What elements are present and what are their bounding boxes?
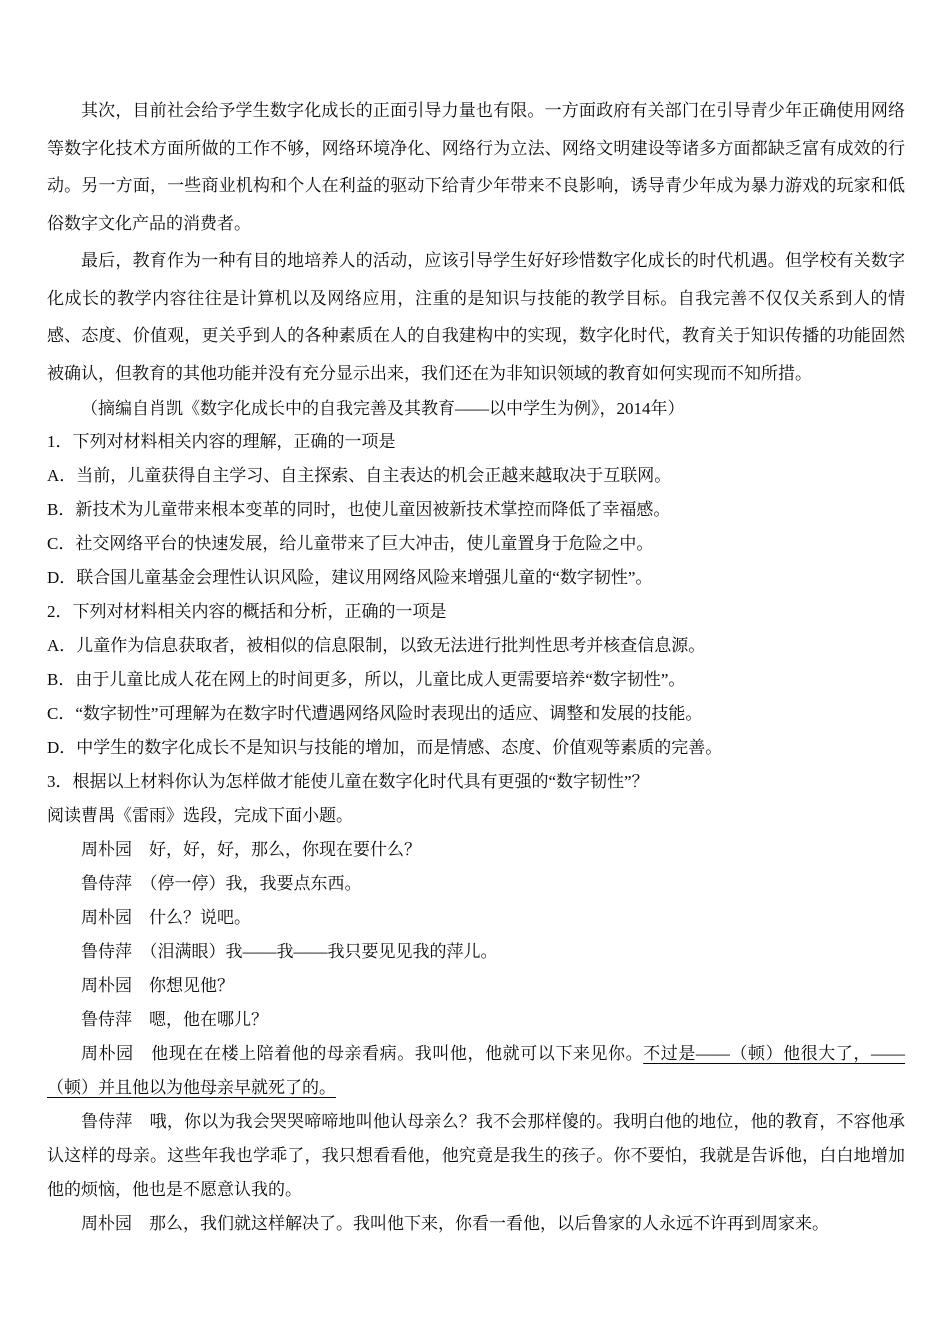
text-segment: 周朴园 你想见他？ <box>81 976 234 995</box>
text-segment: B．新技术为儿童带来根本变革的同时，也使儿童因被新技术掌控而降低了幸福感。 <box>47 500 671 519</box>
dialog-line <box>47 833 905 867</box>
text-segment: 周朴园 好，好，好，那么，你现在要什么？ <box>81 840 421 859</box>
option-item <box>47 629 905 663</box>
option-item <box>47 493 905 527</box>
text-segment: 3．根据以上材料你认为怎样做才能使儿童在数字化时代具有更强的“数字韧性”？ <box>47 772 649 791</box>
text-segment: 阅读曹禺《雷雨》选段，完成下面小题。 <box>47 806 353 825</box>
question-stem <box>47 595 905 629</box>
text-segment: 鲁侍萍 （停一停）我，我要点东西。 <box>81 874 362 893</box>
dialog-line <box>47 1207 905 1241</box>
text-segment: 鲁侍萍 哦，你以为我会哭哭啼啼地叫他认母亲么？我不会那样傻的。我明白他的地位，他的教育，不容他承认这样的母亲。这些年我也学乖了，我只想看看他，他究竟是我生的孩子。你不要怕，我就是告诉他，白白地增加他的烦恼，他也是不愿意认我的。 <box>47 1112 905 1199</box>
dialog-line <box>47 935 905 969</box>
option-item <box>47 697 905 731</box>
document-body <box>47 92 905 1241</box>
option-item <box>47 527 905 561</box>
dialog-line <box>47 969 905 1003</box>
question-stem <box>47 425 905 459</box>
text-segment: A．当前，儿童获得自主学习、自主探索、自主表达的机会正越来越取决于互联网。 <box>47 466 672 485</box>
citation-line <box>47 392 905 425</box>
dialog-line <box>47 1003 905 1037</box>
text-segment: C．“数字韧性”可理解为在数字时代遭遇网络风险时表现出的适应、调整和发展的技能。 <box>47 704 703 723</box>
option-item <box>47 561 905 595</box>
dialog-line <box>47 1037 905 1105</box>
option-item <box>47 731 905 765</box>
text-segment: 2．下列对材料相关内容的概括和分析，正确的一项是 <box>47 602 447 621</box>
instruction-line <box>47 799 905 833</box>
text-segment: 鲁侍萍 嗯，他在哪儿？ <box>81 1010 268 1029</box>
text-segment: D．联合国儿童基金会理性认识风险，建议用网络风险来增强儿童的“数字韧性”。 <box>47 568 653 587</box>
body-paragraph <box>47 92 905 242</box>
option-item <box>47 459 905 493</box>
text-segment: 其次，目前社会给予学生数字化成长的正面引导力量也有限。一方面政府有关部门在引导青少年正确使用网络等数字化技术方面所做的工作不够，网络环境净化、网络行为立法、网络文明建设等诸多方面都缺乏富有成效的行动。另一方面，一些商业机构和个人在利益的驱动下给青少年带来不良影响，诱导青少年成为暴力游戏的玩家和低俗数字文化产品的消费者。 <box>47 101 905 233</box>
dialog-line <box>47 867 905 901</box>
text-segment: C．社交网络平台的快速发展，给儿童带来了巨大冲击，使儿童置身于危险之中。 <box>47 534 654 553</box>
text-segment: 1．下列对材料相关内容的理解，正确的一项是 <box>47 432 396 451</box>
text-segment: 周朴园 那么，我们就这样解决了。我叫他下来，你看一看他，以后鲁家的人永远不许再到周家来。 <box>81 1214 829 1233</box>
question-stem <box>47 765 905 799</box>
text-segment: 鲁侍萍 （泪满眼）我——我——我只要见见我的萍儿。 <box>81 942 498 961</box>
body-paragraph <box>47 242 905 392</box>
dialog-line <box>47 1105 905 1207</box>
underlined-text: 不过是——（顿）他很大了，——（顿）并且他以为他母亲早就死了的。 <box>47 1044 906 1097</box>
text-segment: （摘编自肖凯《数字化成长中的自我完善及其教育——以中学生为例》，2014年） <box>81 399 685 418</box>
text-segment: 周朴园 他现在在楼上陪着他的母亲看病。我叫他，他就可以下来见你。 <box>81 1044 644 1063</box>
text-segment: 最后，教育作为一种有目的地培养人的活动，应该引导学生好好珍惜数字化成长的时代机遇。但学校有关数字化成长的教学内容往往是计算机以及网络应用，注重的是知识与技能的教学目标。自我完善不仅仅关系到人的情感、态度、价值观，更关乎到人的各种素质在人的自我建构中的实现，数字化时代，教育关于知识传播的功能固然被确认，但教育的其他功能并没有充分显示出来，我们还在为非知识领域的教育如何实现而不知所措。 <box>47 251 905 383</box>
text-segment: B．由于儿童比成人花在网上的时间更多，所以，儿童比成人更需要培养“数字韧性”。 <box>47 670 686 689</box>
text-segment: D．中学生的数字化成长不是知识与技能的增加，而是情感、态度、价值观等素质的完善。 <box>47 738 723 757</box>
dialog-line <box>47 901 905 935</box>
text-segment: 周朴园 什么？说吧。 <box>81 908 251 927</box>
text-segment: A．儿童作为信息获取者，被相似的信息限制，以致无法进行批判性思考并核查信息源。 <box>47 636 706 655</box>
option-item <box>47 663 905 697</box>
